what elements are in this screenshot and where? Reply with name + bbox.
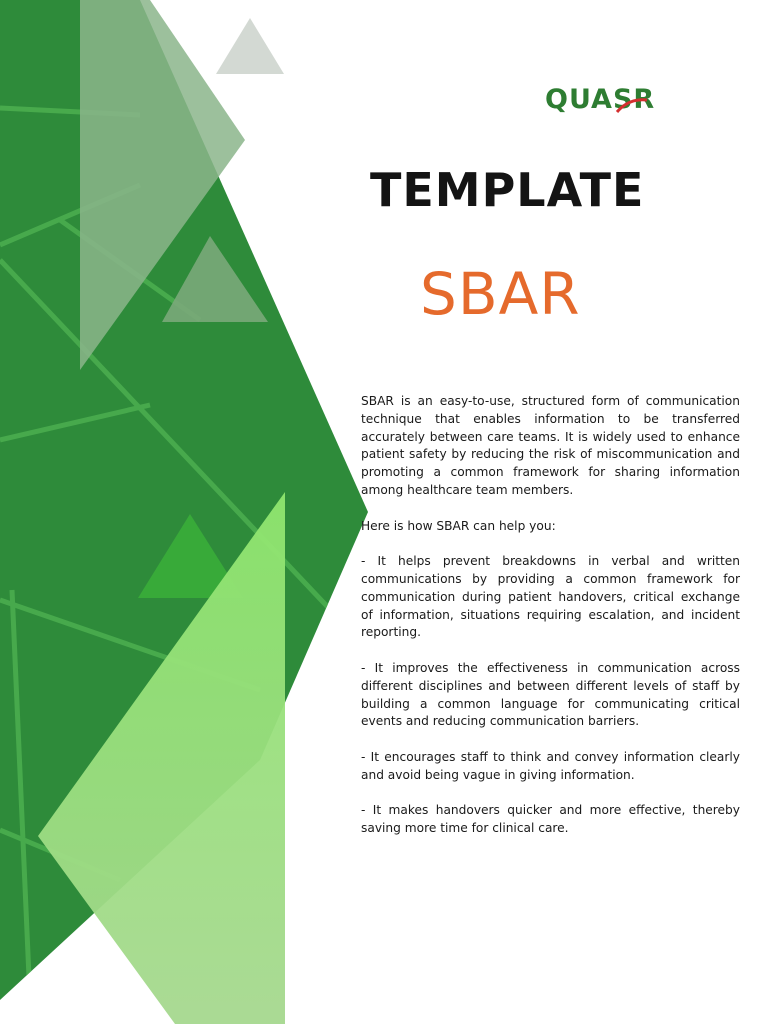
page-subtitle: SBAR — [420, 260, 581, 328]
logo-text: QUASR — [545, 84, 656, 115]
bullet-item: - It makes handovers quicker and more effective, thereby saving more time for clinical care. — [361, 803, 740, 836]
bullet-item: - It encourages staff to think and convey information clearly and avoid being vague in giving information. — [361, 749, 740, 782]
logo-swoosh-icon — [615, 96, 649, 114]
bullet-item: - It helps prevent breakdowns in verbal and written communications by providing a common framework for communication during patient handovers, critical exchange of information, situations requiring escalation, and incident reporting. — [361, 554, 740, 640]
intro-paragraph: SBAR is an easy-to-use, structured form of communication technique that enables information to be transferred accurately between care teams. It is widely used to enhance patient safety by reducing the risk of miscommunication and promoting a common framework for sharing information among healthcare team members. — [361, 394, 740, 497]
gray-triangle — [216, 18, 284, 74]
quasr-logo — [545, 84, 677, 116]
help-heading: Here is how SBAR can help you: — [361, 518, 556, 533]
page-title: TEMPLATE — [370, 163, 645, 217]
bullet-item: - It improves the effectiveness in communication across different disciplines and between different levels of staff by building a common language for communicating critical events and reducing communication barriers. — [361, 660, 740, 729]
body-content — [361, 393, 740, 838]
